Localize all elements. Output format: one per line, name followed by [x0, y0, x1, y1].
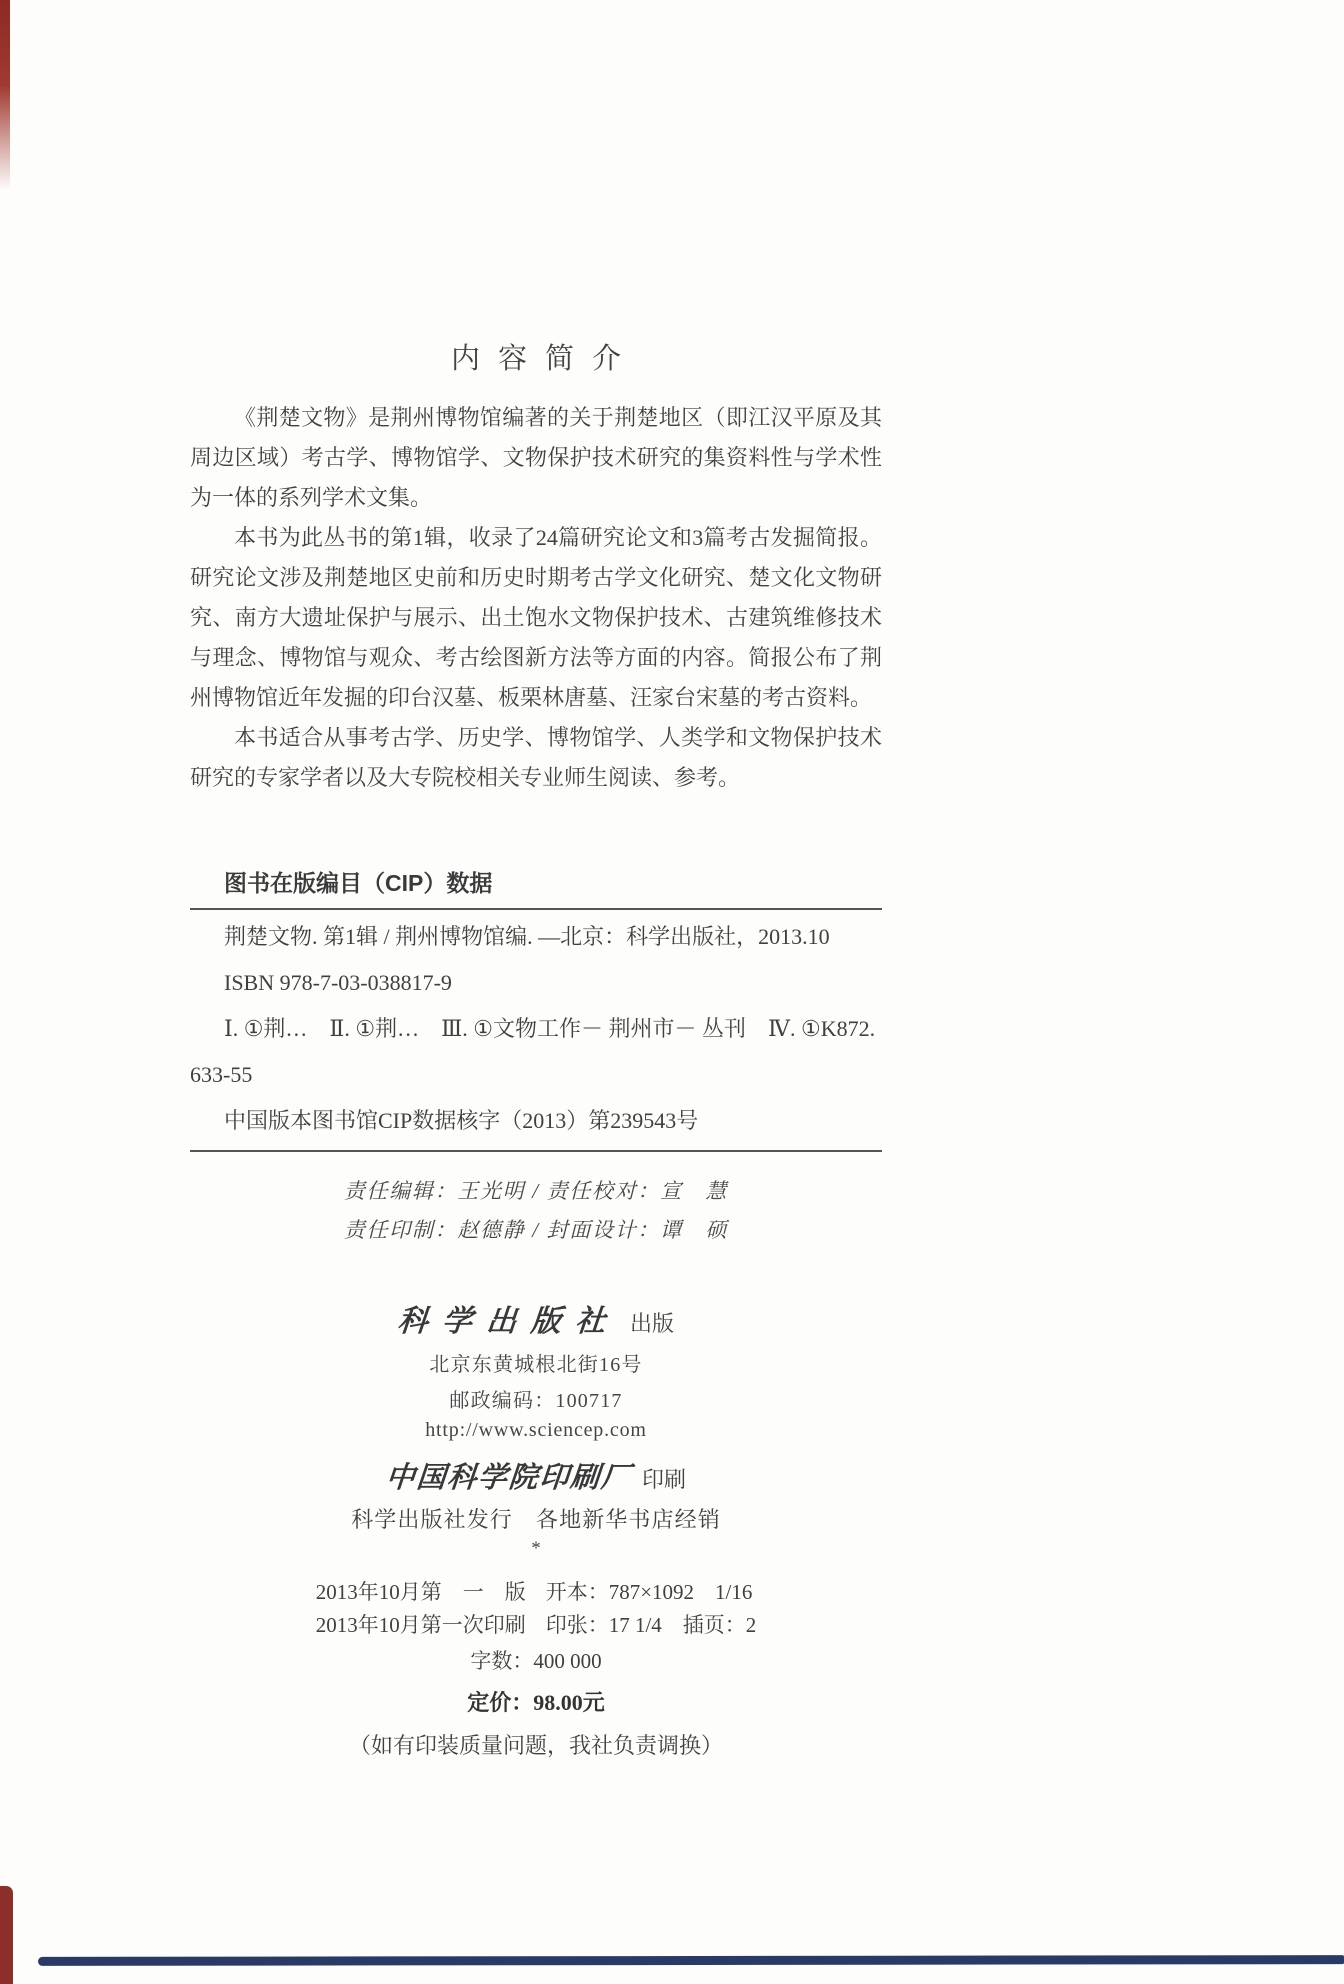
cip-classification-line: Ⅰ. ①荆… Ⅱ. ①荆… Ⅲ. ①文物工作－ 荆州市－ 丛刊 Ⅳ. ①K872. [224, 1016, 876, 1041]
section-title: 内容简介 [451, 343, 639, 375]
intro-paragraph-1: 《荆楚文物》是荆州博物馆编著的关于荆楚地区（即江汉平原及其周边区域）考古学、博物馆学、文物保护技术研究的集资料性与学术性为一体的系列学术文集。 [190, 405, 882, 510]
scan-artifact-bottom-left-blotch [0, 1886, 13, 1984]
distribution-line: 科学出版社发行 各地新华书店经销 [351, 1507, 721, 1532]
cip-heading: 图书在版编目（CIP）数据 [224, 870, 493, 896]
intro-paragraph-3: 本书适合从事考古学、历史学、博物馆学、人类学和文物保护技术研究的专家学者以及大专院校相关专业师生阅读、参考。 [190, 725, 882, 790]
cip-rule-bottom [190, 1150, 882, 1152]
publisher-imprint-line [190, 1296, 882, 1340]
intro-paragraph-2: 本书为此丛书的第1辑，收录了24篇研究论文和3篇考古发掘简报。研究论文涉及荆楚地区史前和历史时期考古学文化研究、楚文化文物研究、南方大遗址保护与展示、出土饱水文物保护技术、古建筑维修技术与理念、博物馆与观众、考古绘图新方法等方面的内容。简报公布了荆州博物馆近年发掘的印台汉墓、板栗林唐墓、汪家台宋墓的考古资料。 [190, 525, 882, 710]
cip-isbn-line: ISBN 978-7-03-038817-9 [224, 970, 452, 995]
cip-record-number: 中国版本图书馆CIP数据核字（2013）第239543号 [224, 1108, 699, 1133]
editors-line-printing: 责任印制：赵德静 / 封面设计：谭 硕 [343, 1218, 729, 1242]
publisher-logotype: 科学出版社 [396, 1305, 622, 1338]
edition-format: 开本：787×1092 1/16 [545, 1580, 753, 1604]
editors-line-editing: 责任编辑：王光明 / 责任校对：宣 慧 [343, 1179, 729, 1203]
publisher-url: http://www.sciencep.com [425, 1419, 647, 1441]
separator-star: * [531, 1538, 541, 1559]
publisher-role-label: 出版 [629, 1311, 674, 1336]
publisher-postcode: 邮政编码：100717 [449, 1390, 623, 1412]
editors-block [190, 1172, 882, 1250]
price-line: 定价：98.00元 [467, 1690, 605, 1715]
cip-lines [190, 910, 882, 1144]
edition-row-2 [316, 1609, 757, 1642]
scan-artifact-bottom-bar [38, 1955, 1344, 1966]
intro-paragraphs [190, 398, 882, 798]
printing-sheets: 印张：17 1/4 插页：2 [545, 1613, 757, 1637]
cip-classification-continuation: 633-55 [190, 1062, 253, 1087]
printer-logotype: 中国科学院印刷厂 [384, 1462, 634, 1494]
editors-lines [344, 1172, 728, 1250]
edition-date: 2013年10月第 一 版 [315, 1580, 526, 1604]
word-count-line: 字数：400 000 [470, 1649, 602, 1673]
printing-date: 2013年10月第一次印刷 [315, 1613, 526, 1637]
quality-note-line: （如有印装质量问题，我社负责调换） [348, 1733, 723, 1758]
edition-row-1 [316, 1576, 757, 1609]
printer-role-label: 印刷 [641, 1467, 686, 1492]
edition-rows [316, 1576, 757, 1642]
printer-line [190, 1455, 882, 1496]
publisher-address: 北京东黄城根北街16号 [429, 1354, 643, 1376]
cip-block [190, 868, 882, 1152]
scan-artifact-left-streak [0, 0, 10, 190]
cip-entry-line: 荆楚文物. 第1辑 / 荆州博物馆编. —北京：科学出版社，2013.10 [224, 924, 830, 949]
edition-block [190, 1576, 882, 1642]
